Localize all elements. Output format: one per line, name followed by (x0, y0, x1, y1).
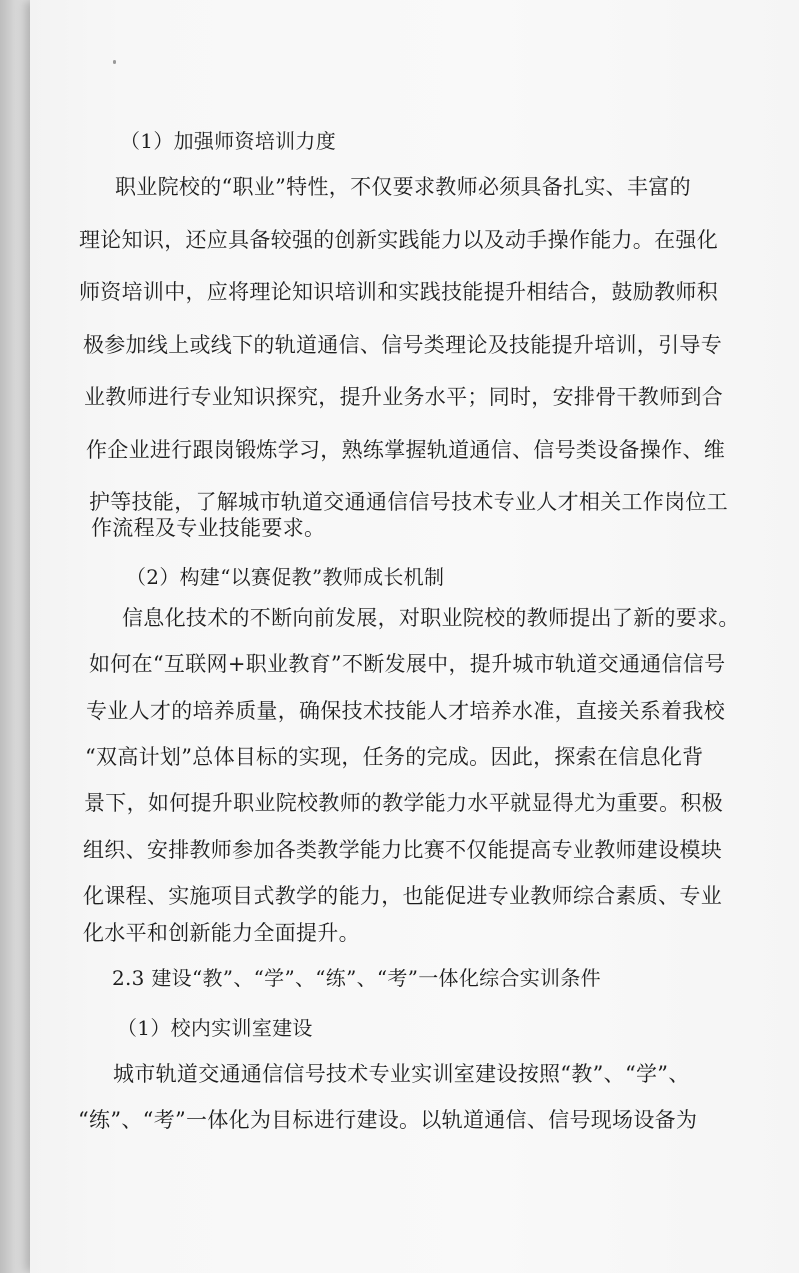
paragraph-line: 作流程及专业技能要求。 (91, 516, 326, 540)
section-heading-2-3: 2.3 建设“教”、“学”、“练”、“考”一体化综合实训条件 (112, 966, 601, 990)
paragraph-line: 化水平和创新能力全面提升。 (83, 921, 360, 945)
subheading-on-campus-lab: （1）校内实训室建设 (117, 1016, 313, 1040)
paragraph-line: 如何在“互联网+职业教育”不断发展中，提升城市轨道交通通信信号 (89, 652, 726, 676)
paragraph-line: 极参加线上或线下的轨道通信、信号类理论及技能提升培训，引导专 (83, 333, 722, 357)
paragraph-line: 信息化技术的不断向前发展，对职业院校的教师提出了新的要求。 (122, 606, 740, 630)
paragraph-line: 景下，如何提升职业院校教师的教学能力水平就显得尤为重要。积极 (84, 791, 723, 815)
paragraph-line: 业教师进行专业知识探究，提升业务水平；同时，安排骨干教师到合 (84, 385, 723, 409)
paragraph-line: 师资培训中，应将理论知识培训和实践技能提升相结合，鼓励教师积 (79, 280, 718, 304)
paragraph-line: 化课程、实施项目式教学的能力，也能促进专业教师综合素质、专业 (83, 884, 722, 908)
paragraph-line: 专业人才的培养质量，确保技术技能人才培养水准，直接关系着我校 (86, 699, 725, 723)
paragraph-line: “练”、“考”一体化为目标进行建设。以轨道通信、信号现场设备为 (78, 1108, 698, 1132)
paragraph-line: 护等技能，了解城市轨道交通通信信号技术专业人才相关工作岗位工 (89, 490, 728, 514)
subheading-competition-mechanism: （2）构建“以赛促教”教师成长机制 (126, 565, 445, 589)
paragraph-line: 城市轨道交通通信信号技术专业实训室建设按照“教”、“学”、 (113, 1062, 690, 1086)
paper-speck (113, 60, 116, 64)
paragraph-line: “双高计划”总体目标的实现，任务的完成。因此，探索在信息化背 (85, 745, 704, 769)
paragraph-line: 组织、安排教师参加各类教学能力比赛不仅能提高专业教师建设模块 (83, 838, 722, 862)
paragraph-line: 理论知识，还应具备较强的创新实践能力以及动手操作能力。在强化 (79, 228, 718, 252)
paragraph-line: 作企业进行跟岗锻炼学习，熟练掌握轨道通信、信号类设备操作、维 (86, 438, 725, 462)
page-binding-shadow (0, 0, 30, 1273)
paragraph-line: 职业院校的“职业”特性，不仅要求教师必须具备扎实、丰富的 (115, 175, 691, 199)
subheading-teacher-training: （1）加强师资培训力度 (120, 129, 337, 153)
